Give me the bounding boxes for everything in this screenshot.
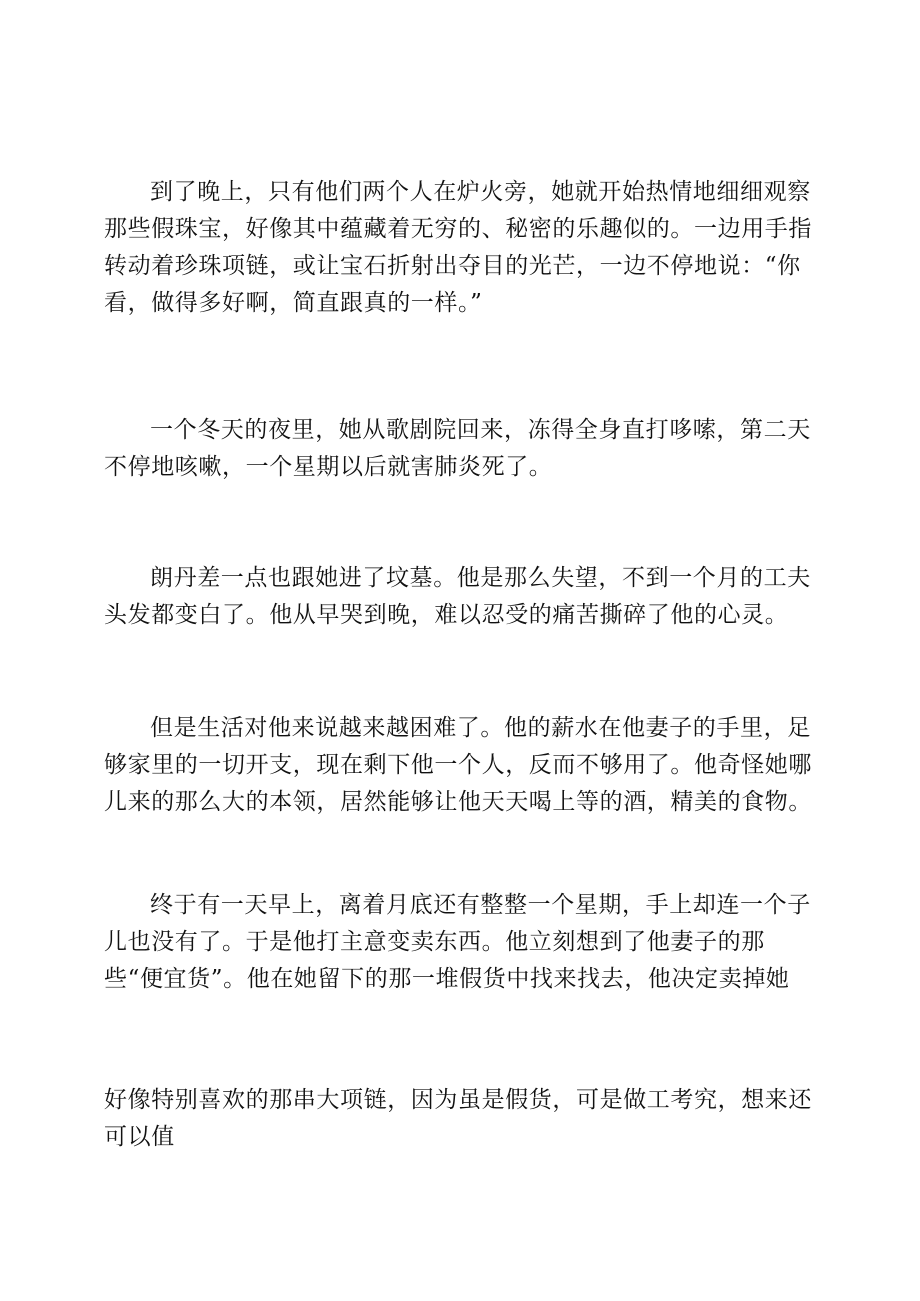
- paragraph-necklace-continuation: 好像特别喜欢的那串大项链，因为虽是假货，可是做工考究，想来还可以值: [104, 1087, 812, 1150]
- paragraph-grief: 朗丹差一点也跟她进了坟墓。他是那么失望，不到一个月的工夫头发都变白了。他从早哭到晚，难以忍受的痛苦撕碎了他的心灵。: [104, 565, 811, 628]
- paragraph-winter-night: 一个冬天的夜里，她从歌剧院回来，冻得全身直打哆嗦，第二天不停地咳嗽，一个星期以后就害肺炎死了。: [104, 417, 811, 480]
- paragraph-sell-things: 终于有一天早上，离着月底还有整整一个星期，手上却连一个子儿也没有了。于是他打主意变卖东西。他立刻想到了他妻子的那些“便宜货”。他在她留下的那一堆假货中找来找去，他决定卖掉她: [104, 892, 811, 992]
- paragraph-evening-jewels: 到了晚上，只有他们两个人在炉火旁，她就开始热情地细细观察那些假珠宝，好像其中蕴藏着无穷的、秘密的乐趣似的。一边用手指转动着珍珠项链，或让宝石折射出夺目的光芒，一边不停地说：“你看，做得多好啊，简直跟真的一样。”: [104, 179, 812, 316]
- paragraph-hard-life: 但是生活对他来说越来越困难了。他的薪水在他妻子的手里，足够家里的一切开支，现在剩下他一个人，反而不够用了。他奇怪她哪儿来的那么大的本领，居然能够让他天天喝上等的酒，精美的食物。: [104, 715, 812, 815]
